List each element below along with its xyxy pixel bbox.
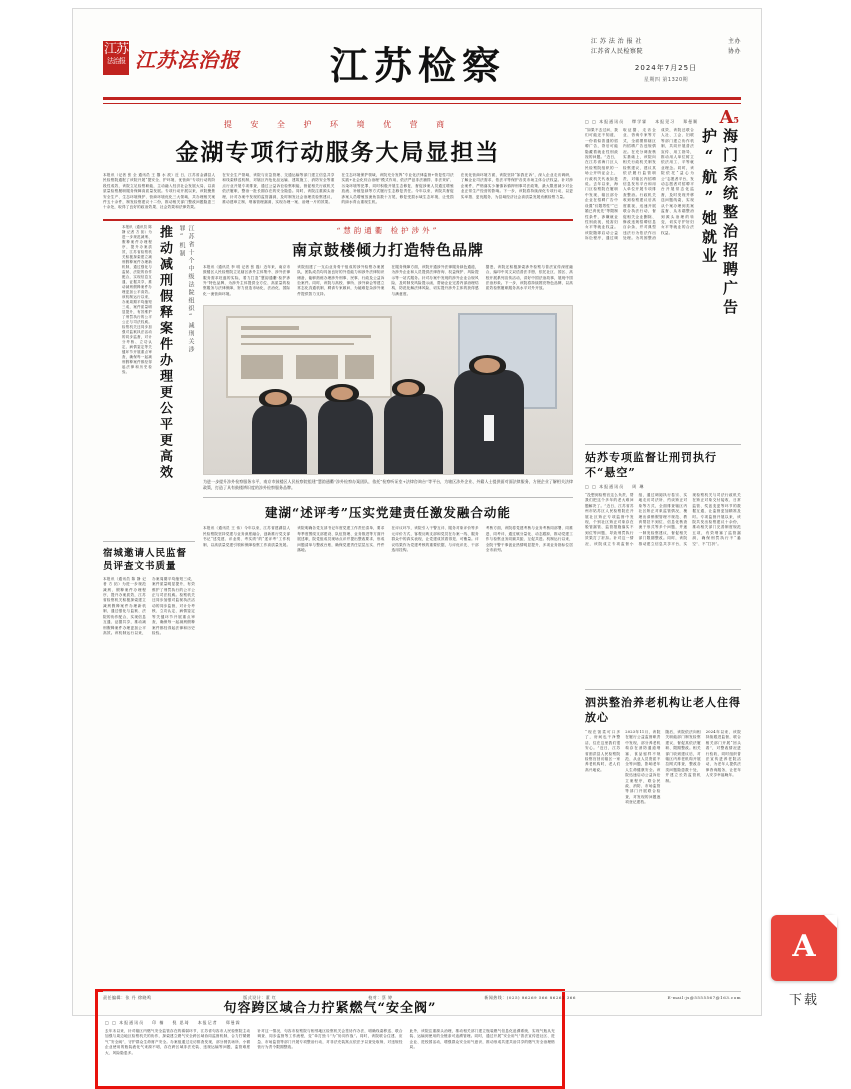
pdf-icon[interactable] (771, 915, 837, 981)
feature-kicker: “慧韵通衢 检护涉外” (336, 225, 440, 235)
highlight-headline: 句容跨区域合力拧紧燃气“安全阀” (223, 1001, 437, 1016)
right-article-2 (585, 450, 741, 690)
byline-name-1: 缪学霖 (632, 119, 648, 124)
page-inner (85, 19, 751, 1055)
section-divider-red (103, 219, 573, 221)
feature-photo (203, 305, 573, 475)
photo-wall-display (226, 316, 392, 397)
feature2-columns (203, 526, 573, 553)
pdf-corner-fold (824, 915, 837, 928)
lead-col-4: 在优化营商环境方面，该院坚持“如我在诉”，深入企业走访调研，了解企业司法需求，依法平等保护各类市场主体合法权益。针对涉企案件，严格落实少捕慎诉慎押刑事司法政策，最大限度减少对企业正常生产经营的影响。下一步，该院将持续深化专项行动，以更实举措、更优服务，为县域经济社会高质量发展贡献检察力量。 (460, 173, 573, 199)
sponsor-2-role: 协办 (727, 48, 741, 55)
right-zone (585, 119, 741, 806)
byline-role: 本报记者 (197, 1020, 218, 1025)
photo-person-shirt (484, 415, 494, 441)
right-article-2-body: “没想到检察官这么负责，帮我们把这个多年的老大难问题解决了。”近日，江苏省苏州市姑苏区人民检察院在开展社区矫正专项监督中发现，个别社区矫正对象存在脱管漏管、监管措施落实不到位等问题，导致刑罚执行效果打了折扣。针对这一情况，该院成立专项监督小组，通过调阅执行卷宗、实地走访司法所、约谈矫正对象等方式，全面排查辖区内社区矫正对象监管情况，梳理出请销假管理不规范、教育帮扶不到位、信息化核查流于形式等多个问题，并逐一制发检察建议，督促相关部门限期整改。同时，该院推动建立信息共享平台，实现检察机关与司法行政机关在矫正对象交付接收、日常监管、奖惩变更等环节的数据互通，让监督更加精准及时。专项监督开展以来，该院共发出检察建议十余份，推动相关部门完善制度规范五项，有效堵塞了监管漏洞，确保刑罚执行不“悬空”、不“打折”。 (585, 493, 741, 546)
issue-number: 星期四 第1320期 (643, 77, 689, 83)
left-rail (103, 225, 195, 636)
masthead-info (591, 37, 741, 85)
feature-col-3: 在服务保障方面，该院开通涉外法律服务绿色通道，为涉外企业和人员提供法律咨询、权益保护、风险提示等一站式服务。针对办案中发现的涉外企业合规风险，及时制发风险提示函，帮助企业完善内部治理结构，防范化解法律风险，切实提升涉外主体的获得感与满意度。 (391, 264, 479, 296)
highlight-byline (105, 1020, 555, 1026)
download-label[interactable]: 下载 (788, 993, 819, 1008)
mid-band (103, 225, 573, 636)
feature-col-1: 本报讯（通讯员 李 明 记者 张 磊）近年来，南京市鼓楼区人民检察院立足辖区涉外主体集中、涉外法律服务需求旺盛的实际，着力打造“慧韵通衢·检护涉外”特色品牌，为涉外主体提供全方位、高质量的检察服务与法律保障，努力营造市场化、法治化、国际化一流营商环境。 (203, 264, 291, 296)
footer-proofreader: 校对：蔡 婷 (368, 995, 393, 1000)
byline-name-2: 倪 思琦 (172, 1020, 190, 1025)
byline-role-2: 本报见习 (655, 119, 676, 124)
feature-divider (203, 497, 573, 498)
highlight-columns (105, 1029, 555, 1056)
right-article-2-byline (585, 484, 741, 490)
sponsor-row (591, 37, 741, 47)
footer-designer: 版式设计：董 红 (243, 995, 277, 1000)
photo-person (384, 394, 443, 475)
sponsor-1-name: 江 苏 法 治 报 社 (591, 38, 643, 45)
lead-col-2: 在安全生产领域，该院与应急管理、交通运输等部门建立信息共享和线索移送机制，对辖区内危化品运输、建筑施工、消防安全等重点行业开展专项排查，通过公益诉讼检察职能，督促相关行政机关依法履职，整治一批长期存在的安全隐患。同时，该院注重源头治理，针对办案中发现的监管漏洞，及时制发社会治理类检察建议，推动建章立制，堵塞管理漏洞，实现办理一案、治理一片的效果。 (222, 173, 335, 205)
photo-person (252, 404, 307, 475)
masthead-rule-thick (103, 97, 741, 100)
feature-col-4: 据悉，该院还积极探索涉外检察与普法宣传深度融合，编印中英文双语普法手册，依托社区、园区、高校开展系列宣传活动，讲好中国法治故事，展现中国法治形象。下一步，该院将持续擦亮特色品牌，以高质效检察履职服务高水平对外开放。 (485, 264, 574, 291)
pdf-glyph: A (792, 929, 816, 964)
lead-col-3: 在生态环境保护领域，该院充分发挥“专业化法律监督+恢复性司法实践+社会化综合治理”模式作用，依法严惩非法捕捞、非法采矿、污染环境等犯罪，同时积极开展生态修复，督促涉案人员通过增殖放流、补植复绿等方式履行生态修复责任。今年以来，该院共督促涉案人员增殖放流鱼苗数十万尾，修复受损水域生态环境，让受损的绿水青山重现生机。 (341, 173, 454, 205)
byline-name-2: 郑曼顺 (683, 119, 699, 124)
page-body (85, 119, 751, 1055)
feature-story (203, 225, 573, 636)
byline-source: □ □ 本报通讯员 (585, 119, 624, 125)
logo-badge-bottom: 法治报 (107, 57, 125, 65)
photo-person (318, 399, 373, 475)
highlight-col-1: 去年末以来，针对辖区内燃气安全监管存在的薄弱环节，江苏省句容市人民检察院主动加强与周边地区检察机关的协作，探索建立燃气安全跨区域协同监督机制，合力拧紧燃气“安全阀”，守护群众生命财产安全。办案组通过走访排查发现，部分餐饮场所、小微企业使用的瓶装液化气来源不明，存在跨区域非法充装、违规运输等问题，监管难度大、风险隐患多。 (105, 1029, 251, 1055)
right-article-3-col-4: 2024年以来，该院持续跟进监督，联合相关部门开展“回头看”，对整改情况进行验收，同时组织普法宣传进养老院活动，为老年人提供法律咨询服务，让老年人安享幸福晚年。 (705, 730, 741, 778)
rail-story2-headline: 宿城邀请人民监督员评查文书质量 (103, 547, 188, 572)
left-rail-subhead: 江苏省十个中级法院组织“减刑关涉罪”机制 (178, 224, 194, 354)
left-rail-headline: 推动减刑假释案件办理更公平更高效 (157, 224, 172, 481)
byline-source: □ □ 本报通讯员 (105, 1020, 144, 1026)
lead-story (103, 119, 573, 221)
issue-date: 2024年7月25日 (634, 64, 698, 72)
logo-wordmark: 江苏法治报 (135, 47, 240, 72)
logo-badge-top: 江苏 (103, 42, 128, 57)
rail-divider (103, 541, 195, 542)
lead-headline: 金湖专项行动服务大局显担当 (175, 139, 501, 166)
feature2-headline: 建湖“述评考”压实党建责任激发融合动能 (265, 505, 511, 521)
byline-name-3: 郑曼霖 (225, 1020, 241, 1025)
byline-name: 周 琳 (632, 484, 645, 489)
feature-photo-caption: 为进一步提升涉外检察服务水平，南京市鼓楼区人民检察院组建“慧韵通衢”涉外检察办案团队，依托“检察听证室+法律咨询台”等平台，为辖区涉外企业、外籍人士提供面对面法律服务，方便企业了解相关法律政策，打造了具有鼓楼辨识度的涉外检察服务品牌。 (203, 479, 573, 491)
feature2-col-4: 考核方面，该院将党建考核与业务考核同部署、同推进、同考评，通过赋分量化、动态跟踪，推动党建工作与检察业务同频共振、互促共进。机制运行以来，全院干警干事创业热情明显提升，多项业务指标位居全市前列。 (485, 526, 574, 552)
sponsor-1-role: 主办 (727, 38, 741, 45)
footer-hotline: 新闻热线：(025) 86269 566 86261 366 (484, 995, 576, 1000)
feature2-col-2: 该院明确各党支部书记年度党建工作责任清单，要求每季度围绕支部建设、队伍管理、业务推进等方面开展述职，院党组成员现场点评并提出整改要求，形成问题清单与整改台账，确保党建责任层层压实、件件落地。 (297, 526, 385, 552)
footer-editor: 责任编辑：张 丹 徐晓鸣 (103, 995, 152, 1000)
right-article-1-byline (585, 119, 741, 125)
feature-columns (203, 265, 573, 297)
masthead-rule-thin (103, 103, 741, 104)
feature-col-2: 该院组建了一支由业务骨干组成的涉外检察办案团队，团队成员均具备良好的外语能力和涉外法律知识储备，能够熟练办理涉外刑事、民事、行政及公益诉讼案件。同时，该院与高校、律所、涉外商会等建立常态化沟通机制，聘请专家顾问，为疑难复杂涉外案件提供智力支持。 (297, 264, 385, 296)
right-divider-2 (585, 689, 741, 690)
right-article-1 (585, 119, 741, 445)
right-divider-1 (585, 444, 741, 445)
feature-headline: 南京鼓楼倾力打造特色品牌 (291, 240, 484, 259)
highlight-col-3: 此外，该院注重源头治理，推动相关部门建立瓶装燃气信息化追溯系统，实现气瓶从充装、运输到使用的全链条可追溯管理。同时，通过开展“安全用气”普法宣传进社区、进企业、进校园活动，增强群众安全用气意识，推动形成共建共治共享的燃气安全治理格局。 (409, 1029, 555, 1050)
feature2-col-3: 在评议环节，该院引入干警互评、服务对象评价等多元评价方式，客观反映支部和党员在办案一线、服务群众中的真实表现，让党建成效看得见、可衡量。评议结果作为党建考核的重要依据，与评优评先、干部选用挂钩。 (391, 526, 479, 552)
feature2-col-1: 本报讯（通讯员 王 伟）今年以来，江苏省建湖县人民检察院坚持党建与业务深度融合，创新推行党支部书记“述党建、评业绩、考实绩”的“述评考”工作机制，以高质量党建引领和保障检察工作高质量发展。 (203, 526, 291, 547)
right-article-3-columns (585, 730, 741, 806)
left-zone (103, 119, 573, 636)
right-article-3 (585, 695, 741, 806)
download-widget[interactable] (767, 915, 841, 1008)
rail-story2-body: 本报讯（通讯员 陈 静 记者 方 拓）为进一步规范减刑、假释案件办理程序，提升办案质效，江苏省检察机关积极探索建立减刑假释案件办理新机制，通过强化与监狱、法院的协作配合，实现信息互通、证据共享，推动减刑假释案件办理更加公平高效。该机制运行以来，办案周期平均缩短三成，案件质量明显提升，有效维护了刑罚执行的公平公正与司法权威。检察机关还同步加强对监狱执法活动的同步监督，对计分考核、立功认定、病情鉴定等关键环节开展重点审查，确保每一起减刑假释案件都经得起法律和历史检验。 (103, 576, 195, 635)
sponsor-row (591, 47, 741, 57)
right-article-3-headline: 泗洪整治养老机构让老人住得放心 (585, 696, 741, 724)
highlight-box (95, 989, 565, 1089)
lead-kicker: 提 安 全 护 环 境 优 营 商 (223, 120, 453, 129)
lead-columns (103, 173, 573, 211)
right-article-3-col-3: 随后，该院依法向相关职能部门制发检察建议，督促其依法履职、限期整改。相关部门收到建议后，对辖区内养老机构开展拉网式排查，整改各类问题隐患数十处，并建立长效监管机制。 (665, 730, 701, 783)
right-article-3-col-2: 2023年11月，该院在履行公益监督职责中发现，部分养老机构存在消防通道堵塞、食品留样不规范、从业人员资质不全等问题，影响老年人生命健康安全。该院迅速启动公益诉讼立案程序，联合民政、消防、市场监管等部门开展联合检查，对发现的问题逐项登记建档。 (625, 730, 661, 805)
right-article-1-headline: 海门系统整治招聘广告护“航”她就业 (700, 128, 739, 318)
byline-name-1: 印 楠 (152, 1020, 165, 1025)
footer-email: E-mail:js@5555567@163.com (667, 995, 741, 1000)
left-rail-body: 本报讯（通讯员 陈 静 记者 方 拓）为进一步规范减刑、假释案件办理程序，提升办案质效，江苏省检察机关积极探索建立减刑假释案件办理新机制，通过强化与监狱、法院的协作配合，实现信息互通、证据共享，推动减刑假释案件办理更加公平高效。该机制运行以来，办案周期平均缩短三成，案件质量明显提升，有效维护了刑罚执行的公平公正与司法权威。检察机关还同步加强对监狱执法活动的同步监督，对计分考核、立功认定、病情鉴定等关键环节开展重点审查，确保每一起减刑假释案件都经得起法律和历史检验。 (122, 224, 153, 374)
highlight-col-2: 针对这一情况，句容市检察院与相邻地区检察机关会签协作办法，明确线索移送、联合调查、同步监督等工作流程，变“单打独斗”为“协同作战”。同时，该院联合住建、应急、市场监管等部门开展专项整治行动，对非法充装窝点依法予以查处取缔，对违规经营行为责令限期整改。 (257, 1029, 403, 1050)
right-article-3-col-1: “现在饭菜可口多了，房间也干净整洁，住在这里我们很安心。”近日，江苏省泗洪县人民检察院检察官回访辖区一家养老机构时，老人们高兴地说。 (585, 730, 621, 772)
newspaper-page (72, 8, 762, 1055)
right-article-1-body: “如果不去过问，我们可能还不知道，一份看似普通的招聘广告，背后可能隐藏着就业性别歧视的问题。”近日，在江苏省海门区人民检察院组织的一场公开听证会上，行政机关代表如是说。去年以来，海门区检察院在履职中发现，辖区部分企业在招聘广告中设置“仅限男性”“已婚已育优先”等限制性条件，涉嫌就业性别歧视，侵害妇女平等就业权益。该院随即启动公益诉讼程序，通过调取证据、走访企业、咨询专家等方式，全面摸排辖区内招聘广告违规情况。在充分调查核实基础上，该院向相关行政机关制发检察建议，建议其依法履行监管职责，对辖区内招聘信息发布平台和用人单位开展专项排查整治。行政机关收到检察建议后高度重视，迅速开展联合执法行动，督促相关企业删除、修改违规招聘信息百余条，并对典型违法行为依法作出处理。为巩固整治成效，该院还联合人社、工会、妇联等部门建立协作机制，共同开展普法宣传、用工指导，推动用人单位树立依法用工、平等就业理念。同时，该院依托“益心为公”志愿者平台，发动志愿者对招聘平台开展常态化监督，及时发现并移送问题线索，实现从个案办理到类案监督、从末端整治到源头治理的转变，切实守护好妇女平等就业的合法权益。 (585, 128, 694, 241)
right-article-2-headline: 姑苏专项监督让刑罚执行不“悬空” (585, 451, 717, 479)
feature2-story (203, 503, 573, 553)
byline-source: □ □ 本报通讯员 (585, 484, 624, 490)
page-letter: A (719, 107, 734, 128)
page-title: 江苏检察 (329, 43, 506, 88)
page-footer (103, 991, 741, 1001)
page-digit: 5 (733, 115, 739, 125)
sponsor-2-name: 江苏省人民检察院 (591, 48, 644, 55)
lead-col-1: 本报讯（记者 张 全 通讯员 王 馨 水 波）近 日，江苏省金湖县人民检察院通报了该院开展“提安全、护环境、优营商”专项行动的阶段性成效，该院立足检察职能，主动融入经济社会发展大局，以高质量检察履职服务保障高质量发展。专项行动开展以来，该院聚焦安全生产、生态环境保护、营商环境优化三大领域，共办理相关案件五十余件，制发检察建议十二份，推动相关部门整改问题隐患三十余处，取得了良好的政治效果、社会效果和法律效果。 (103, 173, 216, 210)
